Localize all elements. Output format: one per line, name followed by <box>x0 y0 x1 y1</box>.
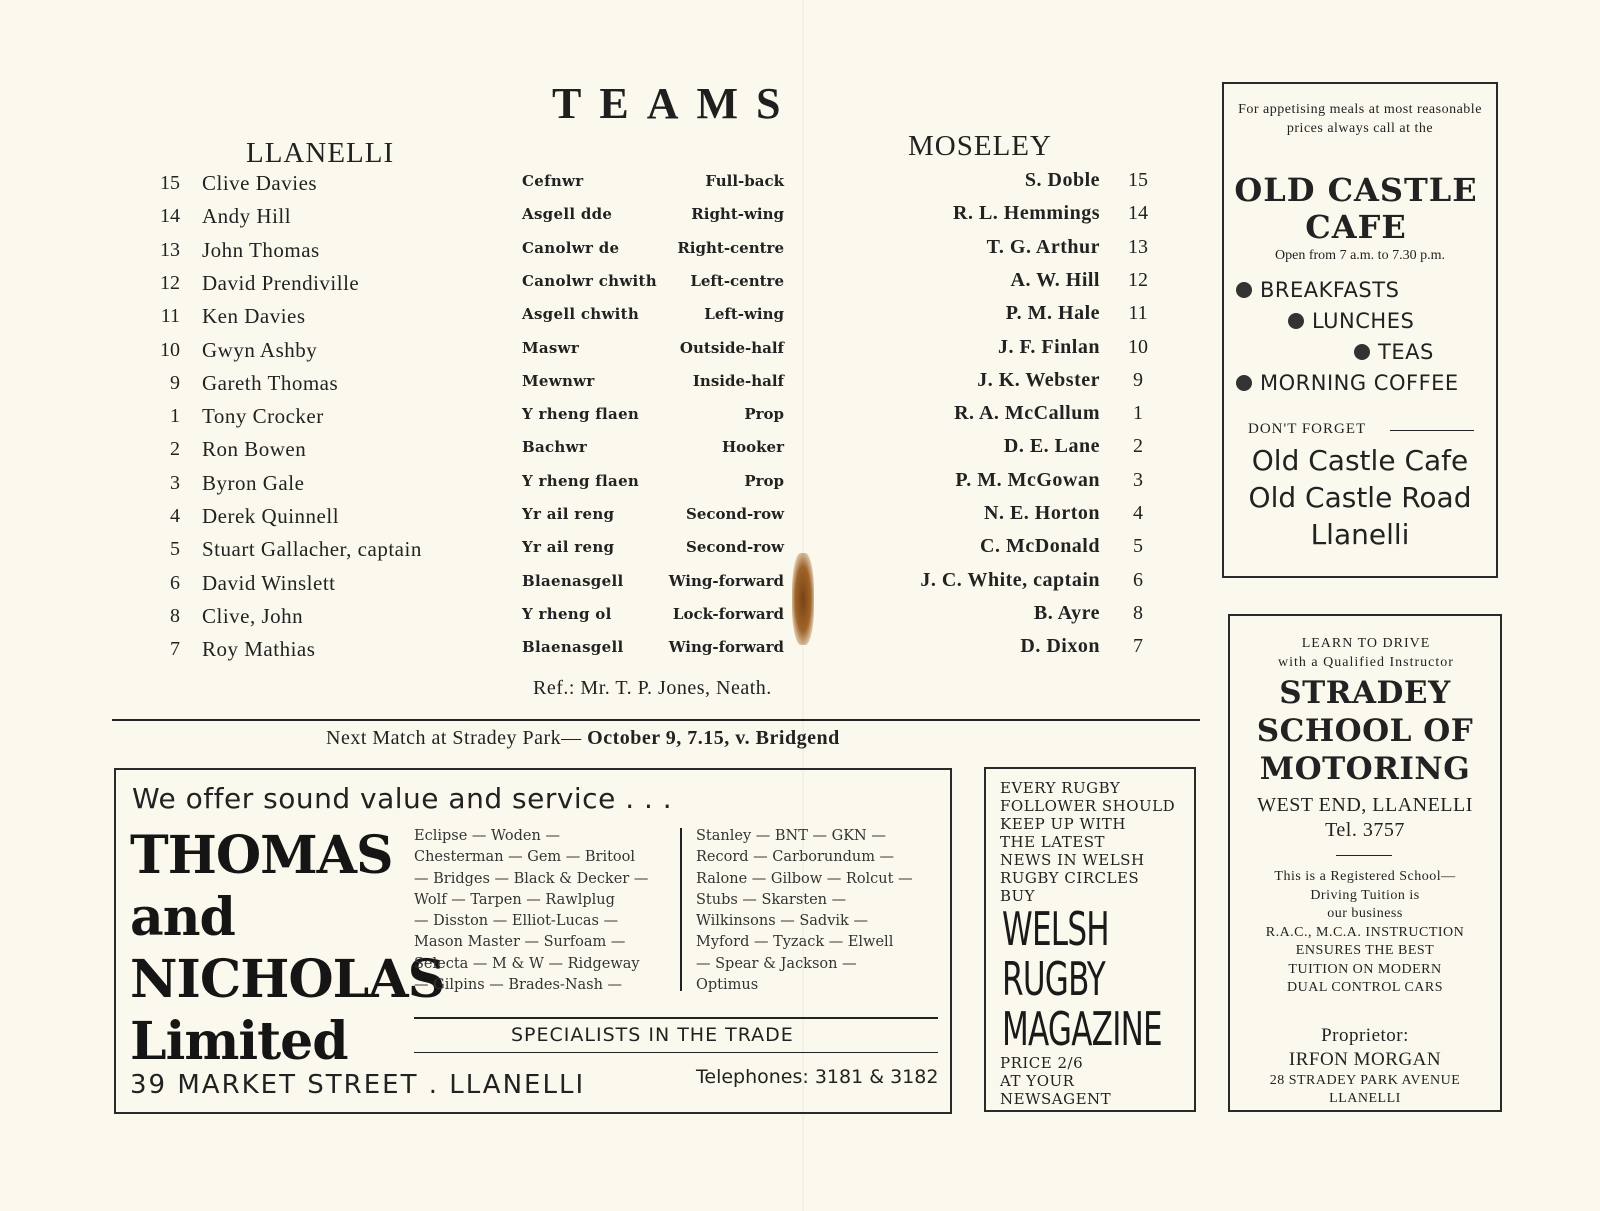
player-number: 1 <box>1133 402 1143 425</box>
player-name: P. M. Hale <box>1005 302 1100 325</box>
player-name: Gwyn Ashby <box>202 337 318 362</box>
firm-address: 39 MARKET STREET . LLANELLI <box>130 1070 586 1100</box>
next-match <box>326 727 840 750</box>
player-number: 13 <box>1128 235 1148 258</box>
cafe-address <box>1230 442 1490 553</box>
position-english: Prop <box>744 471 784 490</box>
cafe-item-breakfasts: BREAKFASTS <box>1236 278 1399 302</box>
position-english: Wing-forward <box>668 638 784 657</box>
position-welsh: Blaenasgell <box>522 571 624 590</box>
brands-left <box>414 826 648 996</box>
next-match-prefix: Next Match at Stradey Park— <box>326 727 582 749</box>
wrm-title-line: WELSH <box>1002 902 1109 956</box>
brand-line: Ralone — Gilbow — Rolcut — <box>696 870 913 887</box>
player-name: Clive, John <box>202 603 304 628</box>
position-english: Right-centre <box>677 238 784 257</box>
brand-line: Wilkinsons — Sadvik — <box>696 913 868 930</box>
brands-right <box>696 826 913 996</box>
school-proprietor <box>1230 1024 1500 1072</box>
moseley-heading: MOSELEY <box>908 130 1052 162</box>
firm-name-line-1: THOMAS <box>130 825 393 886</box>
position-welsh: Cefnwr <box>522 172 584 190</box>
position-english: Left-wing <box>704 305 784 324</box>
brand-line: Optimus <box>696 977 759 994</box>
player-number: 4 <box>1133 502 1143 524</box>
wrm-footer-line: NEWSAGENT <box>1000 1090 1112 1108</box>
position-welsh: Canolwr de <box>522 238 620 257</box>
wrm-footer-line: PRICE 2/6 <box>1000 1054 1084 1072</box>
player-name: Derek Quinnell <box>202 504 340 528</box>
wrm-intro-line: EVERY RUGBY <box>1000 779 1121 797</box>
proprietor-label: Proprietor: <box>1321 1025 1409 1046</box>
player-name: Ron Bowen <box>202 437 307 462</box>
position-english: Second-row <box>686 538 784 557</box>
school-note-line: Driving Tuition is <box>1310 887 1420 903</box>
school-rule <box>1336 855 1392 856</box>
llanelli-heading: LLANELLI <box>246 137 395 169</box>
wrm-intro-line: FOLLOWER SHOULD <box>1000 797 1176 815</box>
player-number: 4 <box>170 505 180 527</box>
school-name <box>1230 674 1500 788</box>
wrm-intro-line: NEWS IN WELSH <box>1000 851 1145 869</box>
bullet-icon <box>1288 313 1304 329</box>
cafe-name-line-1: OLD CASTLE <box>1234 171 1478 209</box>
player-number: 7 <box>170 638 180 661</box>
specialists-bottom-rule <box>414 1052 938 1053</box>
position-english: Right-wing <box>691 205 784 224</box>
position-english: Lock-forward <box>672 604 784 623</box>
position-welsh: Blaenasgell <box>522 638 624 657</box>
school-address <box>1230 793 1500 843</box>
player-name: N. E. Horton <box>984 502 1100 524</box>
cafe-address-line-1: Old Castle Cafe <box>1251 444 1469 477</box>
school-note-line: ENSURES THE BEST <box>1295 943 1435 958</box>
wrm-intro-line: BUY <box>1000 887 1036 905</box>
player-number: 2 <box>170 438 180 461</box>
school-note-line: our business <box>1327 906 1403 921</box>
divider-line <box>112 719 1200 721</box>
proprietor-address <box>1230 1072 1500 1108</box>
player-name: P. M. McGowan <box>955 468 1100 491</box>
position-welsh: Maswr <box>522 338 580 357</box>
school-address-line-1: WEST END, LLANELLI <box>1257 794 1473 816</box>
school-note-line: DUAL CONTROL CARS <box>1286 980 1444 995</box>
player-number: 3 <box>170 471 180 494</box>
position-welsh: Canolwr chwith <box>522 271 657 290</box>
player-name: D. E. Lane <box>1003 435 1100 458</box>
cafe-item-morning-coffee: MORNING COFFEE <box>1236 371 1459 395</box>
position-welsh: Y rheng flaen <box>522 471 640 490</box>
position-english: Wing-forward <box>668 571 784 590</box>
brand-line: Mason Master — Surfoam — <box>414 934 626 951</box>
player-name: B. Ayre <box>1033 601 1100 624</box>
player-number: 14 <box>160 205 180 228</box>
player-number: 1 <box>170 405 180 428</box>
player-number: 12 <box>1128 268 1148 291</box>
wrm-title-line: RUGBY <box>1002 952 1105 1006</box>
school-name-line-3: MOTORING <box>1259 751 1471 787</box>
player-number: 9 <box>170 371 180 394</box>
player-number: 11 <box>1128 302 1148 325</box>
position-welsh: Y rheng flaen <box>522 405 640 424</box>
player-name: J. C. White, captain <box>920 568 1100 591</box>
brand-line: Chesterman — Gem — Britool <box>414 849 636 866</box>
position-welsh: Mewnwr <box>522 371 595 390</box>
brand-line: Stubs — Skarsten — <box>696 891 847 908</box>
school-name-line-1: STRADEY <box>1279 675 1451 711</box>
specialists-top-rule <box>414 1017 938 1019</box>
wrm-title-line: MAGAZINE <box>1002 1002 1162 1056</box>
player-number: 6 <box>1133 568 1143 591</box>
player-number: 15 <box>160 172 180 194</box>
player-name: R. L. Hemmings <box>953 202 1100 225</box>
school-note-line: TUITION ON MODERN <box>1288 961 1442 977</box>
position-english: Prop <box>744 405 784 424</box>
brand-line: Selecta — M & W — Ridgeway <box>414 955 640 972</box>
brand-line: — Spear & Jackson — <box>696 955 857 972</box>
dont-forget: DON'T FORGET <box>1248 421 1367 437</box>
player-number: 2 <box>1133 435 1143 458</box>
school-note-line: This is a Registered School— <box>1274 869 1456 884</box>
player-name: Ken Davies <box>202 304 306 329</box>
player-number: 12 <box>160 271 180 294</box>
school-address-line-2: Tel. 3757 <box>1325 819 1405 841</box>
player-number: 10 <box>1128 335 1148 358</box>
brand-line: Wolf — Tarpen — Rawlplug <box>414 891 615 908</box>
cafe-hours: Open from 7 a.m. to 7.30 p.m. <box>1275 248 1445 263</box>
player-number: 5 <box>1133 535 1143 558</box>
wrm-intro-line: RUGBY CIRCLES <box>1000 869 1140 887</box>
player-name: Andy Hill <box>202 204 292 229</box>
firm-name-line-3: NICHOLAS <box>130 949 445 1010</box>
firm-name-line-4: Limited <box>130 1011 348 1072</box>
stain <box>792 553 814 645</box>
player-name: D. Dixon <box>1020 635 1100 658</box>
player-number: 8 <box>170 604 180 627</box>
school-note <box>1230 868 1500 998</box>
firm-phones: Telephones: 3181 & 3182 <box>696 1066 939 1088</box>
cafe-item-teas: TEAS <box>1354 340 1434 364</box>
dont-forget-rule <box>1390 430 1474 431</box>
player-name: C. McDonald <box>980 535 1100 558</box>
player-name: J. F. Finlan <box>998 335 1100 358</box>
position-welsh: Yr ail reng <box>522 505 615 523</box>
player-number: 7 <box>1133 635 1143 658</box>
player-number: 8 <box>1133 601 1143 624</box>
player-name: S. Doble <box>1024 169 1100 191</box>
player-name: John Thomas <box>202 237 320 262</box>
position-welsh: Yr ail reng <box>522 538 615 557</box>
cafe-intro: For appetising meals at most reasonable prices always call at the <box>1238 102 1482 136</box>
position-welsh: Bachwr <box>522 438 588 457</box>
school-note-line: R.A.C., M.C.A. INSTRUCTION <box>1265 924 1465 940</box>
school-intro-line-2: with a Qualified Instructor <box>1278 655 1454 670</box>
player-name: A. W. Hill <box>1010 268 1100 291</box>
position-english: Inside-half <box>692 371 784 390</box>
brand-line: Eclipse — Woden — <box>414 828 560 844</box>
player-number: 9 <box>1133 368 1143 391</box>
brand-line: — Gilpins — Brades-Nash — <box>414 977 623 994</box>
player-name: Gareth Thomas <box>202 370 339 395</box>
cafe-name-line-2: CAFE <box>1305 208 1407 246</box>
player-number: 14 <box>1128 202 1148 225</box>
school-intro-line-1: LEARN TO DRIVE <box>1301 636 1431 651</box>
position-english: Left-centre <box>690 271 784 290</box>
brands-divider <box>680 828 682 991</box>
proprietor-address-line-1: 28 STRADEY PARK AVENUE <box>1269 1073 1461 1088</box>
player-name: T. G. Arthur <box>986 235 1100 258</box>
bullet-icon <box>1354 344 1370 360</box>
player-number: 15 <box>1128 169 1148 191</box>
school-intro <box>1236 634 1496 672</box>
position-english: Full-back <box>705 172 784 190</box>
player-name: Clive Davies <box>202 171 318 195</box>
player-name: Stuart Gallacher, captain <box>202 537 422 562</box>
player-number: 11 <box>160 305 180 328</box>
ad-tagline: We offer sound value and service . . . <box>132 782 673 815</box>
position-english: Second-row <box>686 505 784 523</box>
cafe-address-line-3: Llanelli <box>1310 518 1410 551</box>
specialists-text: SPECIALISTS IN THE TRADE <box>511 1024 794 1046</box>
player-number: 10 <box>160 338 180 361</box>
position-welsh: Asgell dde <box>522 205 613 224</box>
brand-line: — Bridges — Black & Decker — <box>414 870 649 887</box>
player-number: 5 <box>170 538 180 561</box>
player-name: Byron Gale <box>202 470 305 495</box>
brand-line: — Disston — Elliot-Lucas — <box>414 913 619 930</box>
player-number: 13 <box>160 238 180 261</box>
school-name-line-2: SCHOOL OF <box>1256 713 1474 749</box>
player-name: David Prendiville <box>202 270 360 295</box>
wrm-intro-line: THE LATEST <box>1000 833 1106 851</box>
position-welsh: Y rheng ol <box>522 604 612 623</box>
proprietor-address-line-2: LLANELLI <box>1329 1091 1401 1106</box>
bullet-icon <box>1236 282 1252 298</box>
proprietor-name: IRFON MORGAN <box>1288 1049 1442 1070</box>
bullet-icon <box>1236 375 1252 391</box>
cafe-name <box>1224 172 1488 246</box>
page-title: TEAMS <box>552 79 799 128</box>
cafe-item-lunches: LUNCHES <box>1288 309 1414 333</box>
brand-line: Stanley — BNT — GKN — <box>696 828 886 844</box>
wrm-footer-line: AT YOUR <box>1000 1072 1075 1090</box>
position-english: Hooker <box>721 438 784 457</box>
player-name: David Winslett <box>202 570 336 595</box>
position-english: Outside-half <box>679 338 784 357</box>
referee: Ref.: Mr. T. P. Jones, Neath. <box>533 677 772 699</box>
brand-line: Record — Carborundum — <box>696 849 895 866</box>
player-number: 6 <box>170 571 180 594</box>
player-name: Roy Mathias <box>202 637 316 662</box>
next-match-details: October 9, 7.15, v. Bridgend <box>587 727 840 749</box>
position-welsh: Asgell chwith <box>522 305 640 324</box>
firm-name-line-2: and <box>130 887 235 948</box>
player-name: Tony Crocker <box>202 404 324 429</box>
player-number: 3 <box>1133 468 1143 491</box>
wrm-intro-line: KEEP UP WITH <box>1000 815 1126 833</box>
player-name: R. A. McCallum <box>954 402 1100 425</box>
brand-line: Myford — Tyzack — Elwell <box>696 934 894 951</box>
cafe-address-line-2: Old Castle Road <box>1248 481 1472 514</box>
player-name: J. K. Webster <box>977 368 1100 391</box>
